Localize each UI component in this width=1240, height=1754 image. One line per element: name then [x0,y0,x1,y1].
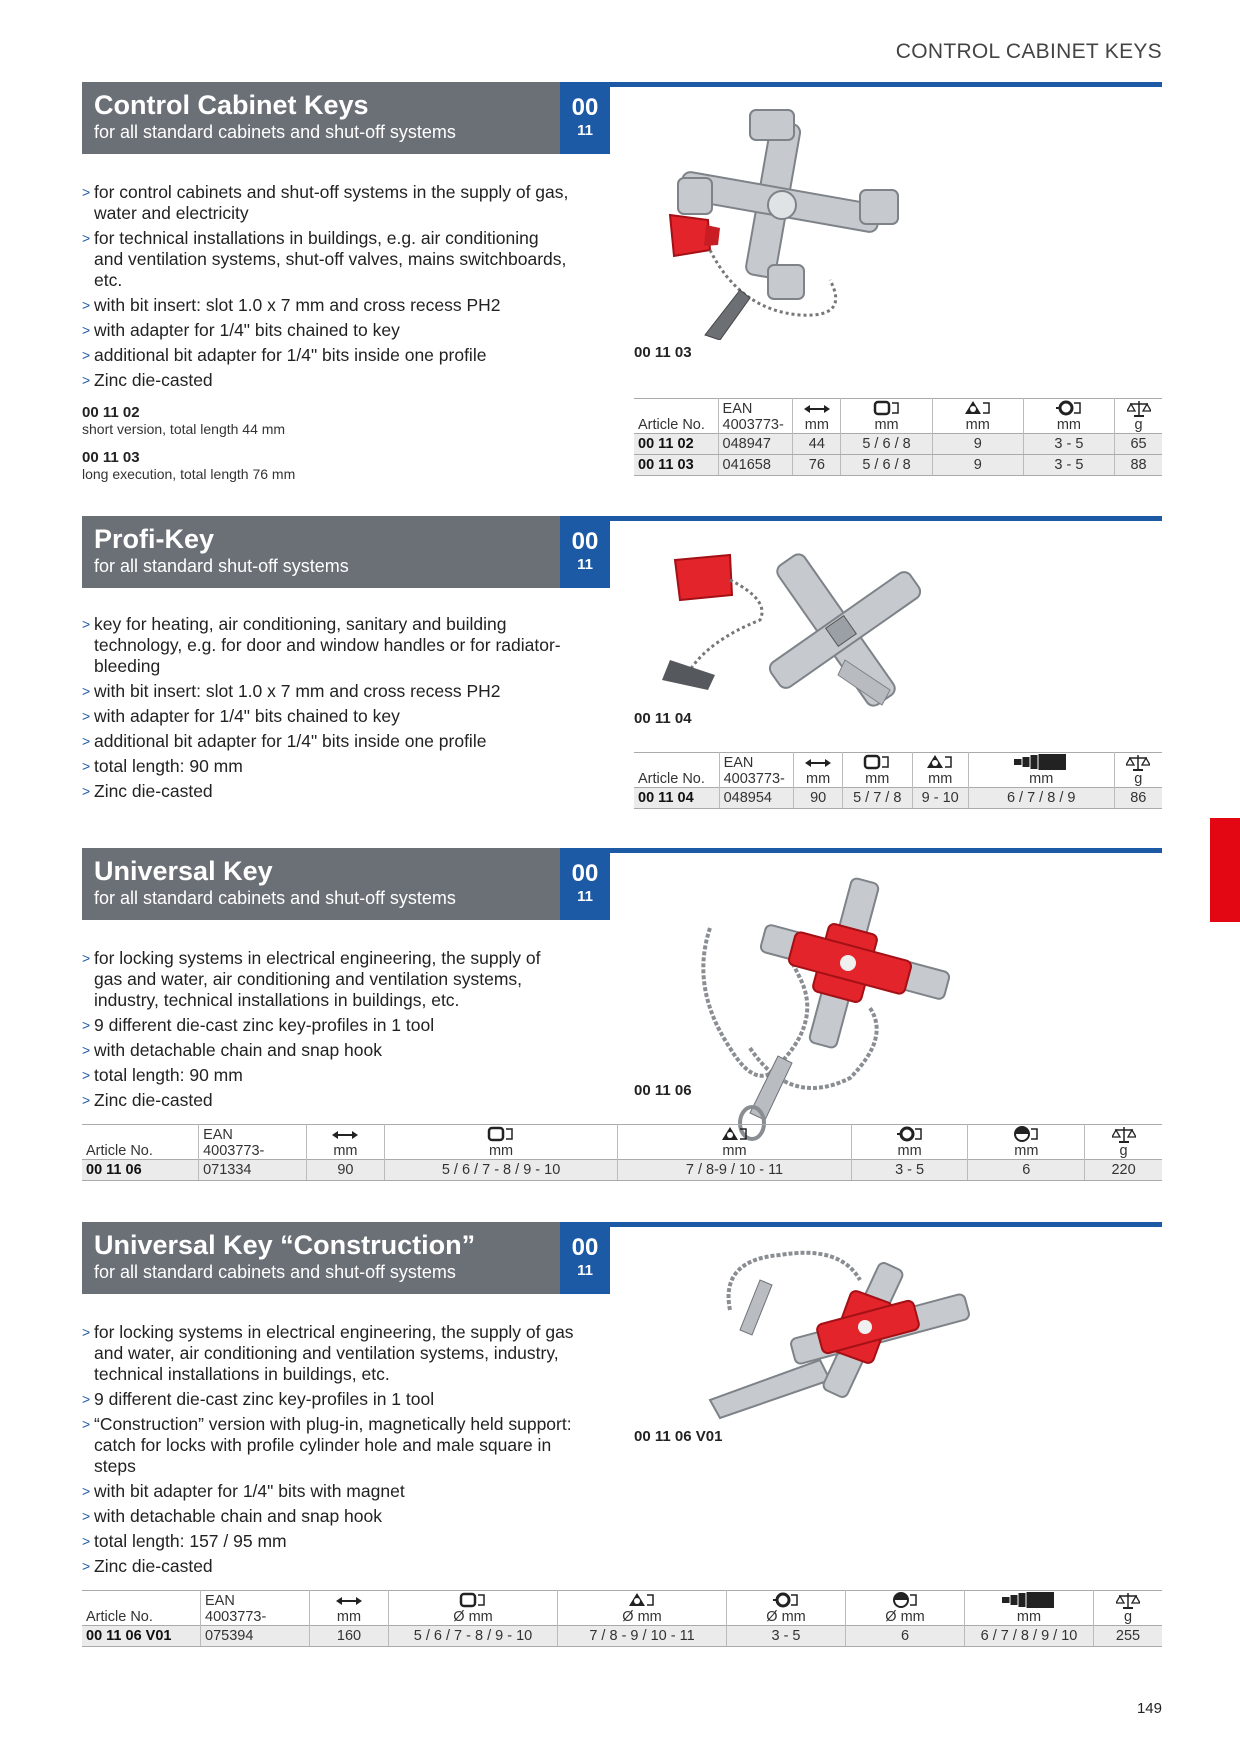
section-title: Profi-Key [94,524,215,554]
spec-table: Article No. EAN 4003773- mm mm mm mm g 00 11 04 048954 90 5 / 7 / 8 9 - 10 6 / 7 / 8 / 9 86 [634,752,1162,809]
feature-item: > Zinc die-casted [82,1556,582,1577]
triangle-profile-icon [926,753,954,771]
feature-list [82,182,572,395]
table-row: 00 11 06 071334 90 5 / 6 / 7 - 8 / 9 - 10 7 / 8-9 / 10 - 11 3 - 5 6 220 [82,1160,1162,1181]
product-group-code: 00 11 [560,848,610,920]
table-row: 00 11 03 041658 76 5 / 6 / 8 9 3 - 5 88 [634,455,1162,476]
product-group-code: 00 11 [560,516,610,588]
image-label: 00 11 06 [634,1082,692,1099]
table-row: 00 11 02 048947 44 5 / 6 / 8 9 3 - 5 65 [634,434,1162,455]
length-icon [335,1593,363,1609]
page-number: 149 [1136,1700,1162,1717]
feature-item: > Zinc die-casted [82,1090,552,1111]
running-header: CONTROL CABINET KEYS [895,40,1162,63]
length-icon [804,755,832,771]
construction-key-image [700,1240,1000,1420]
cabinet-key-image [650,100,990,340]
variant-article: 00 11 02 [82,404,140,421]
chapter-tab [1210,818,1240,922]
weight-icon [1116,1591,1140,1609]
feature-item: > Zinc die-casted [82,370,572,391]
feature-item: > with detachable chain and snap hook [82,1506,582,1527]
weight-icon [1127,399,1151,417]
feature-item: > 9 different die-cast zinc key-profiles in 1 tool [82,1015,552,1036]
feature-item: > 9 different die-cast zinc key-profiles in 1 tool [82,1389,582,1410]
spec-table: Article No. EAN 4003773- mm Ø mm Ø mm Ø mm Ø mm mm g 00 11 06 V01 075394 160 5 / 6 / 7 - 8 / 9 - 10 7 / 8 - 9 / 10 - 11 3 - 5 6 6 / 7 / 8 / 9 / 10 255 [82,1590,1162,1647]
variant-article: 00 11 03 [82,449,140,466]
section-subtitle: for all standard cabinets and shut-off systems [94,888,456,908]
table-row: 00 11 06 V01 075394 160 5 / 6 / 7 - 8 / 9 - 10 7 / 8 - 9 / 10 - 11 3 - 5 6 6 / 7 / 8 / 9 / 10 255 [82,1626,1162,1647]
section-title: Control Cabinet Keys [94,90,369,120]
image-label: 00 11 04 [634,710,692,727]
double-bit-profile-icon [1055,399,1083,417]
square-profile-icon [863,753,891,771]
feature-item: > for locking systems in electrical engineering, the supply of gas and water, air conditioning and ventilation systems, industry, technical installations in buildings, etc. [82,1322,582,1385]
feature-item: > additional bit adapter for 1/4" bits inside one profile [82,731,587,752]
triangle-profile-icon [964,399,992,417]
double-bit-profile-icon [896,1125,924,1143]
section-subtitle: for all standard shut-off systems [94,556,349,576]
feature-list [82,948,552,1115]
spec-table: Article No. EAN 4003773- mm mm mm mm g 00 11 02 048947 44 5 / 6 / 8 9 3 - 5 65 00 11 03 041658 76 5 / 6 / 8 9 3 - 5 88 [634,398,1162,476]
variant-desc: long execution, total length 76 mm [82,466,296,482]
section-title: Universal Key [94,856,273,886]
feature-item: > for control cabinets and shut-off systems in the supply of gas, water and electricity [82,182,572,224]
feature-item: > key for heating, air conditioning, sanitary and building technology, e.g. for door and window handles or for radiator-bleeding [82,614,587,677]
section-subtitle: for all standard cabinets and shut-off systems [94,1262,456,1282]
step-profile-icon [1014,753,1068,771]
product-group-code: 00 11 [560,1222,610,1294]
square-profile-icon [459,1591,487,1609]
square-profile-icon [873,399,901,417]
length-icon [331,1127,359,1143]
feature-item: > Zinc die-casted [82,781,587,802]
product-group-code: 00 11 [560,82,610,154]
section-rule [550,82,1162,87]
feature-item: > for technical installations in buildings, e.g. air conditioning and ventilation systems, shut-off valves, mains switchboards, etc. [82,228,572,291]
feature-item: > “Construction” version with plug-in, magnetically held support: catch for locks with profile cylinder hole and male square in steps [82,1414,582,1477]
triangle-profile-icon [721,1125,749,1143]
image-label: 00 11 06 V01 [634,1428,723,1445]
variant-desc: short version, total length 44 mm [82,421,286,437]
feature-item: > with bit adapter for 1/4" bits with magnet [82,1481,582,1502]
feature-item: > total length: 90 mm [82,756,587,777]
section-header [82,82,560,154]
section-title: Universal Key “Construction” [94,1230,476,1260]
step-profile-icon [1002,1591,1056,1609]
profi-key-image [650,540,980,720]
half-round-profile-icon [1012,1125,1040,1143]
spec-table: Article No. EAN 4003773- mm mm mm mm mm g 00 11 06 071334 90 5 / 6 / 7 - 8 / 9 - 10 7 / 8-9 / 10 - 11 3 - 5 6 220 [82,1124,1162,1181]
feature-item: > with detachable chain and snap hook [82,1040,552,1061]
section-rule [550,1222,1162,1227]
feature-list [82,614,587,806]
table-row: 00 11 04 048954 90 5 / 7 / 8 9 - 10 6 / 7 / 8 / 9 86 [634,788,1162,809]
feature-item: > for locking systems in electrical engineering, the supply of gas and water, air conditioning and ventilation systems, industry, technical installations in buildings, etc. [82,948,552,1011]
image-label: 00 11 03 [634,344,692,361]
feature-item: > with bit insert: slot 1.0 x 7 mm and cross recess PH2 [82,681,587,702]
feature-item: > with adapter for 1/4" bits chained to key [82,706,587,727]
feature-list [82,1322,582,1581]
length-icon [803,401,831,417]
square-profile-icon [487,1125,515,1143]
half-round-profile-icon [891,1591,919,1609]
section-subtitle: for all standard cabinets and shut-off systems [94,122,456,142]
double-bit-profile-icon [772,1591,800,1609]
variant-list [82,404,295,494]
universal-key-image [690,868,990,1148]
feature-item: > additional bit adapter for 1/4" bits inside one profile [82,345,572,366]
section-header [82,848,560,920]
triangle-profile-icon [628,1591,656,1609]
feature-item: > total length: 90 mm [82,1065,552,1086]
feature-item: > with adapter for 1/4" bits chained to key [82,320,572,341]
section-header [82,516,560,588]
weight-icon [1126,753,1150,771]
section-header [82,1222,560,1294]
weight-icon [1112,1125,1136,1143]
feature-item: > total length: 157 / 95 mm [82,1531,582,1552]
section-rule [550,516,1162,521]
section-rule [550,848,1162,853]
feature-item: > with bit insert: slot 1.0 x 7 mm and cross recess PH2 [82,295,572,316]
